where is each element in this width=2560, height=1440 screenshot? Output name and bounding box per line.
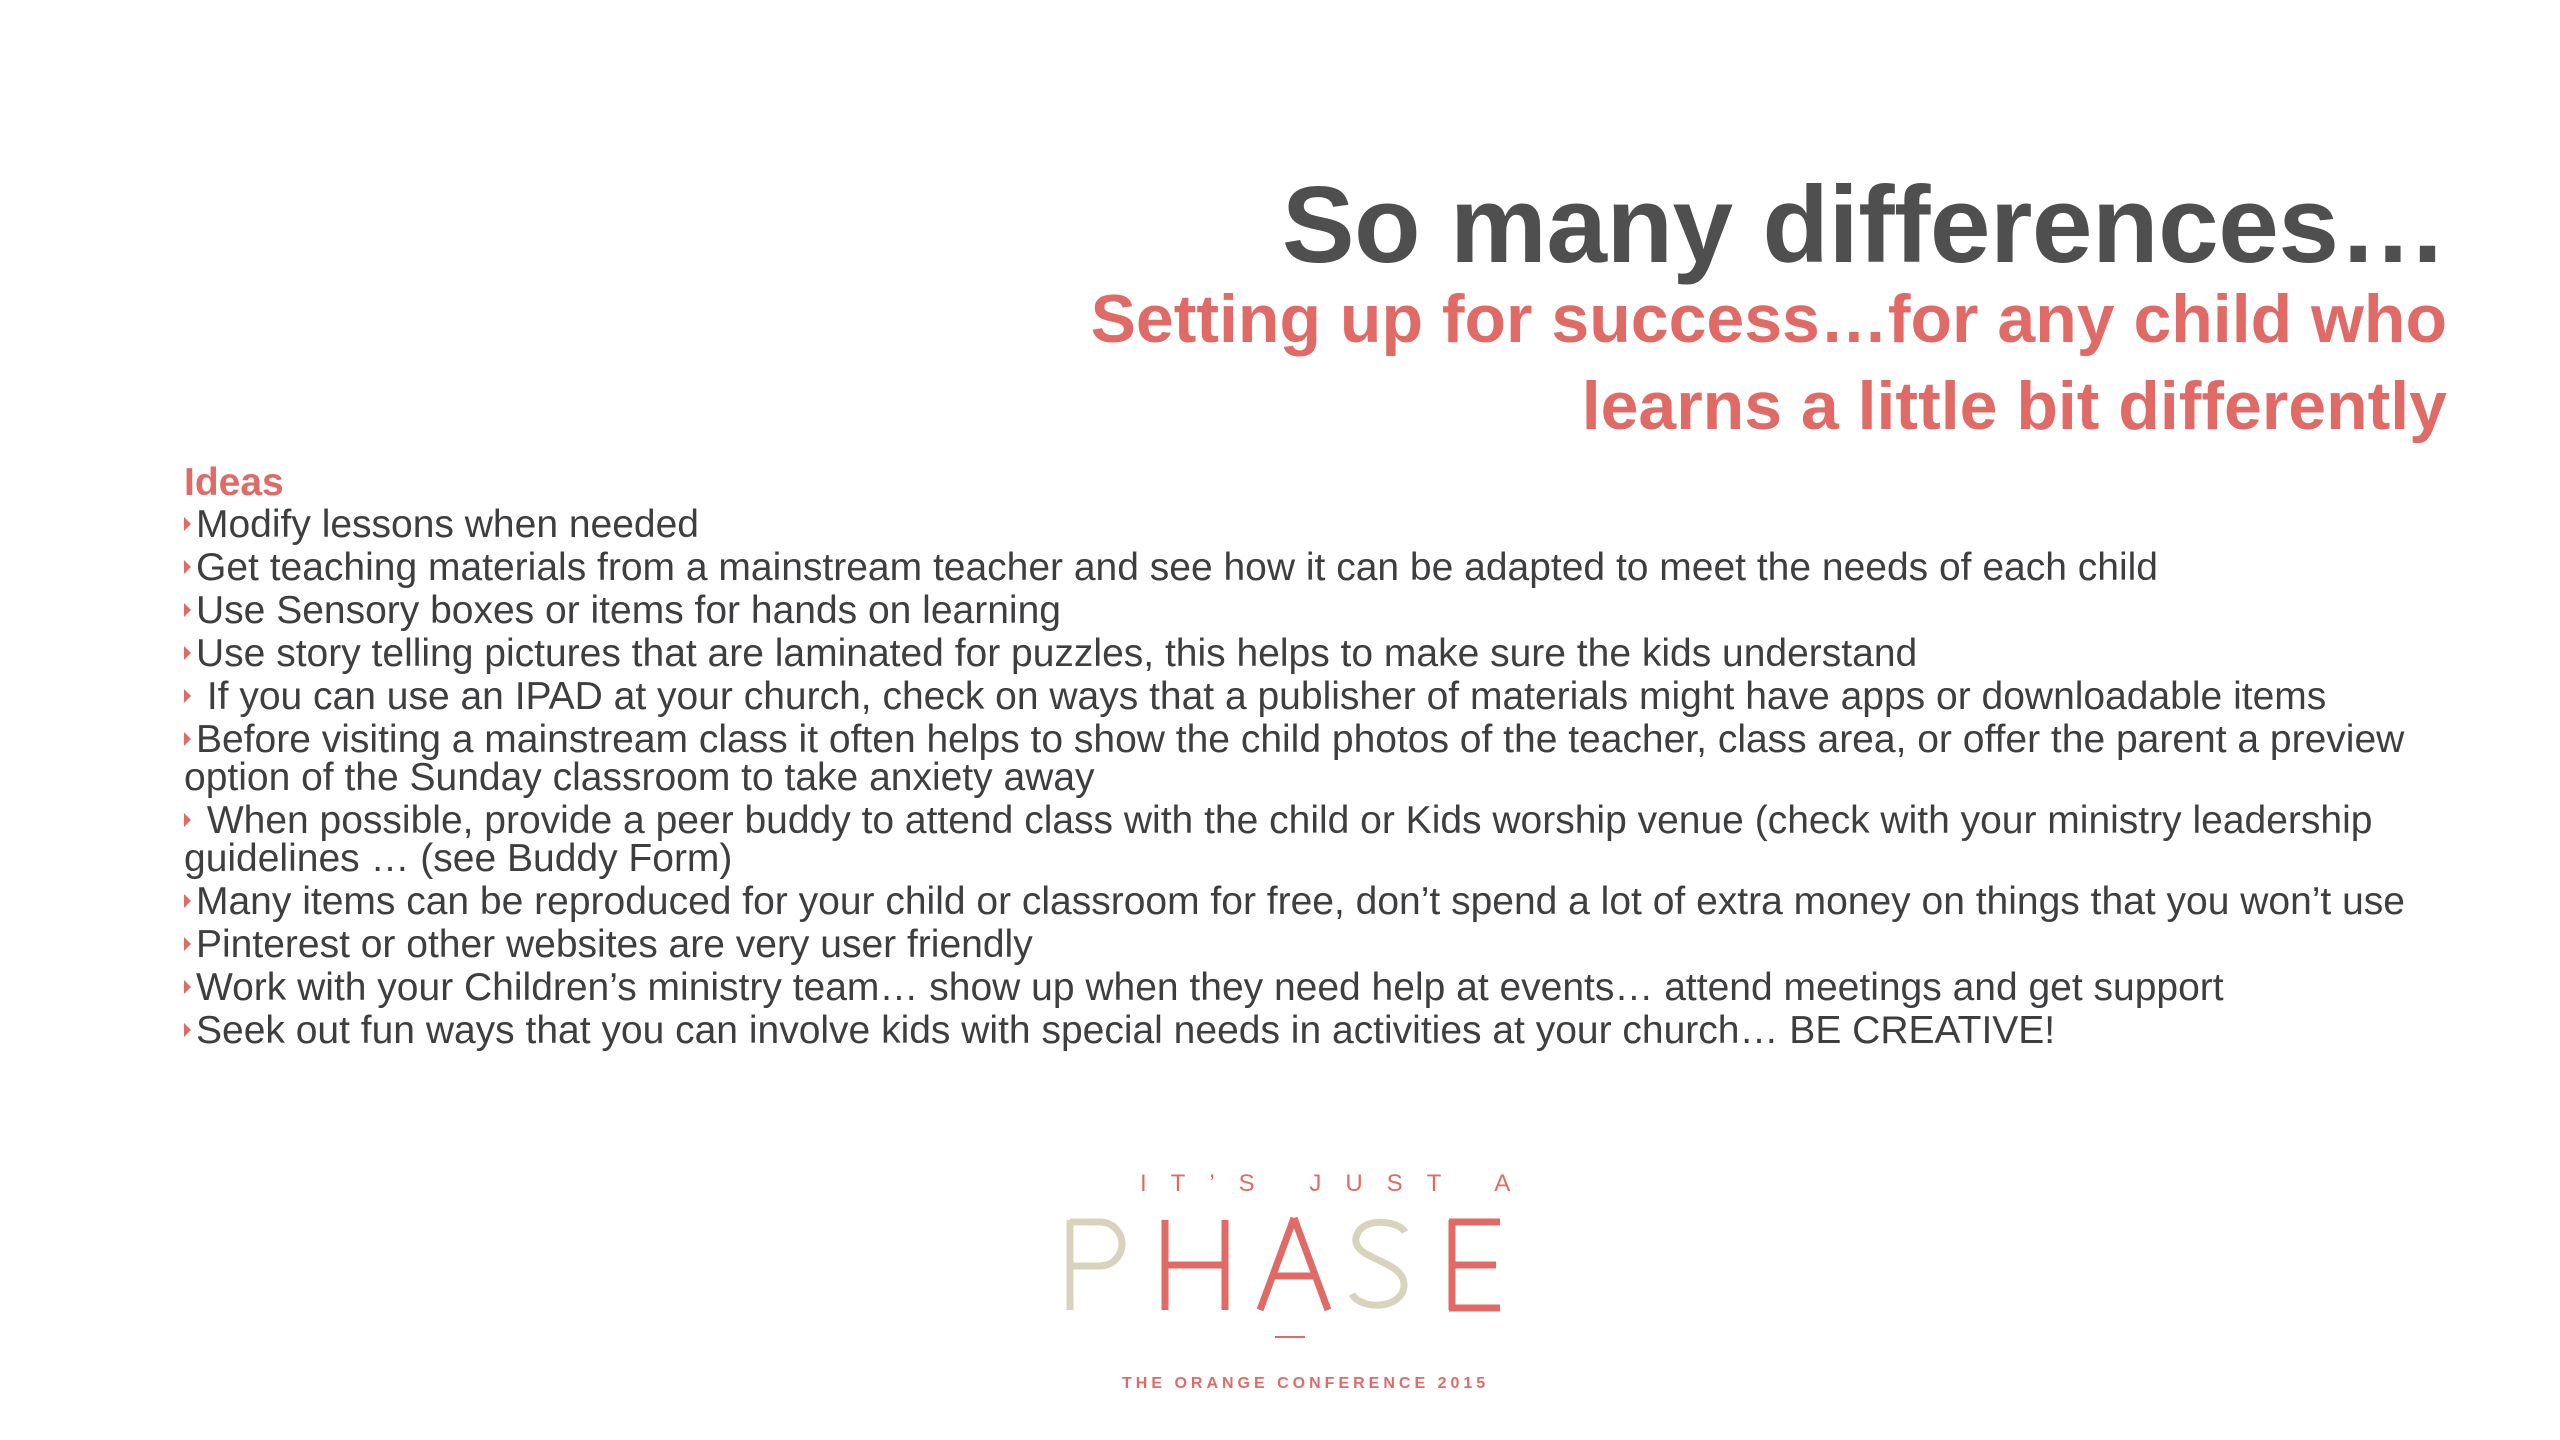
list-item xyxy=(184,675,2454,718)
ideas-section xyxy=(184,461,2454,1055)
bullet-arrow-icon xyxy=(184,603,191,617)
bullet-arrow-icon xyxy=(184,937,191,951)
ideas-list xyxy=(184,503,2454,1052)
logo-tagline-top: IT’S JUST A xyxy=(1140,1170,1535,1197)
bullet-arrow-icon xyxy=(184,560,191,574)
logo-tagline-bottom: THE ORANGE CONFERENCE 2015 xyxy=(1122,1375,1490,1392)
bullet-arrow-icon xyxy=(184,1023,191,1037)
logo-divider xyxy=(1275,1336,1305,1338)
list-item-text: Get teaching materials from a mainstream teacher and see how it can be adapted to meet the needs of each child xyxy=(196,546,2158,589)
wordmark-letter-a xyxy=(1260,1218,1328,1310)
wordmark-letter-p xyxy=(1070,1220,1122,1310)
list-item xyxy=(184,799,2454,880)
list-item xyxy=(184,503,2454,546)
wordmark-letter-s xyxy=(1352,1222,1405,1305)
list-item-text: When possible, provide a peer buddy to attend class with the child or Kids worship venue (check with your ministry leadership guidelines … (see Buddy Form) xyxy=(184,799,2373,880)
list-item xyxy=(184,880,2454,923)
bullet-arrow-icon xyxy=(184,646,191,660)
conference-logo xyxy=(1060,1160,1535,1400)
list-item-text: If you can use an IPAD at your church, check on ways that a publisher of materials might have apps or downloadable items xyxy=(196,675,2327,718)
bullet-arrow-icon xyxy=(184,689,191,703)
list-item xyxy=(184,966,2454,1009)
list-item xyxy=(184,718,2454,799)
bullet-arrow-icon xyxy=(184,732,191,746)
list-item-text: Many items can be reproduced for your child or classroom for free, don’t spend a lot of extra money on things that you won’t use xyxy=(196,880,2405,923)
subtitle-line-1: Setting up for success…for any child who xyxy=(1090,281,2447,357)
wordmark-letter-e xyxy=(1449,1220,1500,1310)
list-item-text: Seek out fun ways that you can involve kids with special needs in activities at your church… BE CREATIVE! xyxy=(196,1009,2056,1052)
list-item xyxy=(184,632,2454,675)
list-item xyxy=(184,589,2454,632)
list-item-text: Use story telling pictures that are laminated for puzzles, this helps to make sure the kids understand xyxy=(196,632,1918,675)
slide-subtitle xyxy=(847,276,2447,450)
list-item-text: Use Sensory boxes or items for hands on learning xyxy=(196,589,1061,632)
ideas-heading: Ideas xyxy=(184,461,284,504)
bullet-arrow-icon xyxy=(184,980,191,994)
list-item-text: Pinterest or other websites are very user friendly xyxy=(196,923,1033,966)
list-item-text: Modify lessons when needed xyxy=(196,503,699,546)
list-item-text: Before visiting a mainstream class it often helps to show the child photos of the teacher, class area, or offer the parent a preview option of the Sunday classroom to take anxiety away xyxy=(184,718,2405,799)
wordmark-letter-h xyxy=(1165,1220,1225,1310)
list-item xyxy=(184,546,2454,589)
bullet-arrow-icon xyxy=(184,813,191,827)
phase-wordmark xyxy=(1060,1210,1520,1320)
bullet-arrow-icon xyxy=(184,517,191,531)
list-item xyxy=(184,1009,2454,1052)
list-item xyxy=(184,923,2454,966)
slide-title: So many differences… xyxy=(1281,164,2447,286)
list-item-text: Work with your Children’s ministry team… show up when they need help at events… attend meetings and get support xyxy=(196,966,2224,1009)
subtitle-line-2: learns a little bit differently xyxy=(1581,368,2447,444)
bullet-arrow-icon xyxy=(184,894,191,908)
